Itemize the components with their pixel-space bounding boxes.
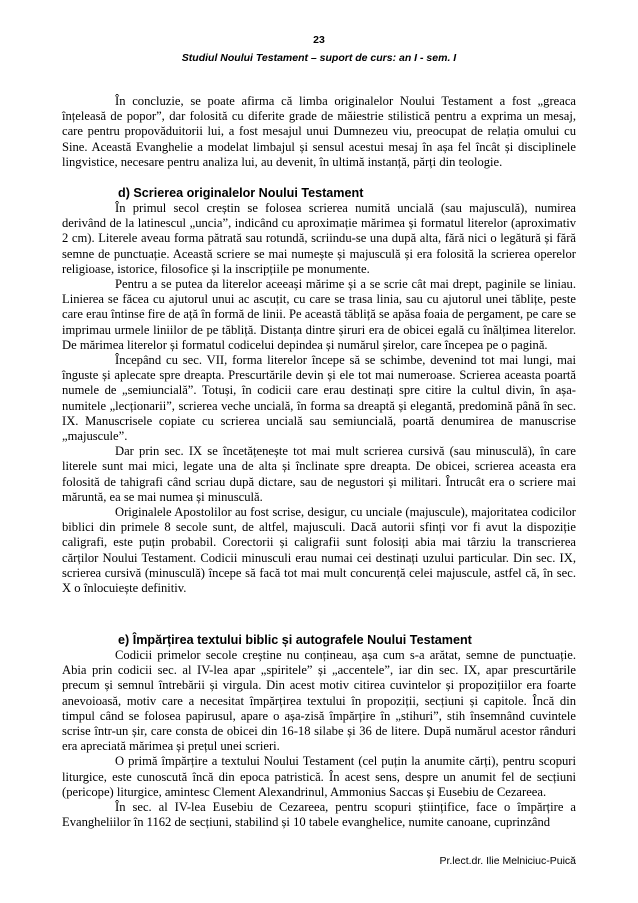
section-e-heading: e) Împărțirea textului biblic și autografele Noului Testament — [118, 633, 472, 647]
page-number: 23 — [313, 34, 325, 46]
body-paragraph: O primă împărțire a textului Noului Testament (cel puțin la anumite cărți), pentru scopuri liturgice, este cunoscută încă din epoca patristică. În acest sens, despre un anumit fel de secțiuni (pericope) liturgice, amintesc Clement Alexandrinul, Ammonius Saccas și Eusebiu de Cezareea. — [62, 754, 576, 799]
body-paragraph: Dar prin sec. IX se încetățenește tot mai mult scrierea cursivă (sau minusculă), în care literele sunt mai mici, legate una de alta și înclinate spre dreapta. De obicei, scrierea aceasta era folosită de tahigrafi când scriau după dictare, sau de negustori și militari. Întrucât era o scriere mai măruntă, ea se mai numea și minusculă. — [62, 444, 576, 504]
running-header-title: Studiul Noului Testament – suport de curs: an I - sem. I — [181, 52, 457, 64]
body-paragraph: În sec. al IV-lea Eusebiu de Cezareea, pentru scopuri științifice, face o împărțire a Evangheliilor în 1162 de secțiuni, stabilind și 10 tabele evanghelice, numite canoane, cuprinzând — [62, 800, 576, 830]
body-paragraph: Începând cu sec. VII, forma literelor începe să se schimbe, devenind tot mai lungi, mai înguste și aplecate spre dreapta. Prescurtările devin și ele tot mai numeroase. Scrierea aceasta poartă numele de „semiuncială”. Totuși, în codicii care erau destinați spre citire la cultul divin, în așa-numitele „lecționarii”, scrierea veche uncială, în forma sa dreaptă și elegantă, predomină până în sec. IX. Manuscrisele copiate cu scrierea uncială sau semiuncială, poartă denumirea de manuscrise „majuscule”. — [62, 353, 576, 444]
body-paragraph: În primul secol creștin se folosea scrierea numită uncială (sau majusculă), numirea derivând de la latinescul „uncia”, indicând cu aproximație mărimea și formatul literelor (aproximativ 2 cm). Literele aveau forma pătrată sau rotundă, scriindu-se una după alta, fără nici o legătură și fără semne de punctuație. Această scriere se mai numește și majusculă și era folosită la scrierea operelor religioase, istorice, filosofice și la inscripțiile pe monumente. — [62, 201, 576, 276]
section-d-heading: d) Scrierea originalelor Noului Testament — [118, 186, 364, 200]
body-paragraph: Pentru a se putea da literelor aceeași mărime și a se scrie cât mai drept, paginile se liniau. Linierea se făcea cu ajutorul unui ac ascuțit, cu care se trasa linia, sau cu ajutorul unei tăblițe, peste care erau întinse fire de ață în formă de linii. Pe această tăbliță se apăsa foaia de pergament, pe care se imprimau urmele liniilor de pe tăbliță. Distanța dintre șiruri era de obicei egală cu înălțimea literelor. De mărimea literelor și formatul codicelui depindea și numărul șirelor, care începea pe o pagină. — [62, 277, 576, 352]
body-paragraph: Originalele Apostolilor au fost scrise, desigur, cu unciale (majuscule), majoritatea codicilor biblici din primele 8 secole sunt, de altfel, majusculi. Dacă autorii sfinți vor fi avut la dispoziție caligrafi, este puțin probabil. Corectorii și caligrafii sunt folosiți abia mai târziu la transcrierea cărților Noului Testament. Codicii minusculi erau numai cei destinați uzului particular. Din sec. IX, scrierea cursivă (minusculă) începe să facă tot mai mult concurență celei majuscule, astfel că, în sec. X o înlocuiește definitiv. — [62, 505, 576, 596]
intro-block — [62, 94, 576, 170]
section-d — [62, 186, 576, 596]
section-e — [62, 633, 576, 830]
footer-author: Pr.lect.dr. Ilie Melniciuc-Puică — [439, 855, 576, 867]
intro-paragraph: În concluzie, se poate afirma că limba originalelor Noului Testament a fost „greaca înțeleasă de popor”, dar folosită cu diferite grade de măiestrie stilistică pentru a exprima un mesaj, care pentru propovăduitorii lui, a fost mesajul unui Dumnezeu viu, preocupat de relația omului cu Sine. Această Evanghelie a modelat limbajul și sensul acestui mesaj în așa fel încât și disciplinele lingvistice, necesare pentru analiza lui, au devenit, în ultimă instanță, părți din teologie. — [62, 94, 576, 169]
body-paragraph: Codicii primelor secole creștine nu conțineau, așa cum s-a arătat, semne de punctuație. Abia prin codicii sec. al IV-lea apar „spiritele” și „accentele”, iar din sec. IX, apar prescurtările precum și semnul întrebării și virgula. Din acest motiv citirea cuvintelor și propozițiilor era foarte anevoioasă, motiv care a necesitat împărțirea textului în propoziții, secțiuni și capitole. Încă din timpul când se folosea papirusul, apare o așa-zisă împărțire în „stihuri”, stih însemnând cuvintele scrise într-un șir, care consta de obicei din 16-18 silabe și 36 de litere. După numărul acestor rânduri era apreciată mărimea și prețul unei scrieri. — [62, 648, 576, 754]
